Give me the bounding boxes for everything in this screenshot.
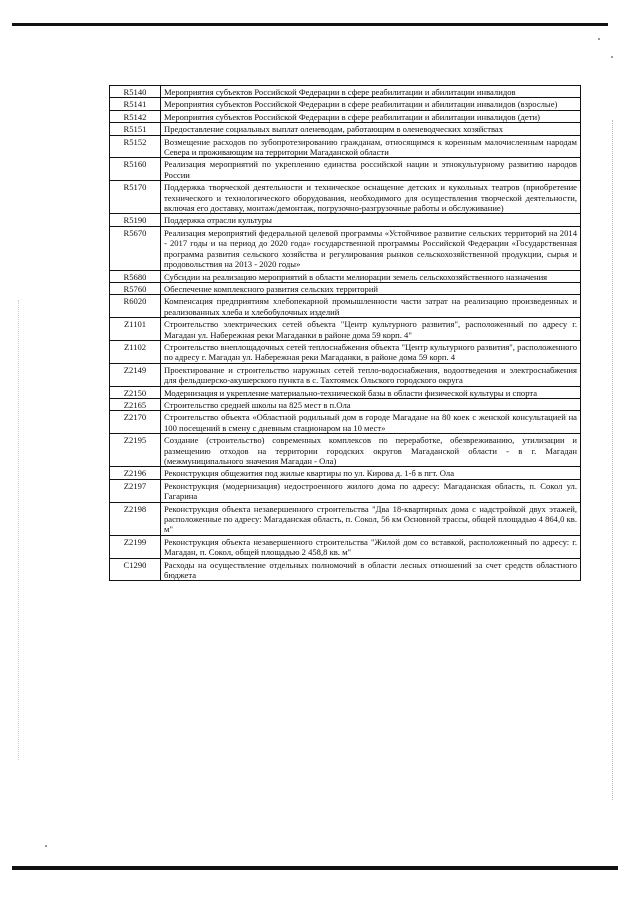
table-row <box>110 434 581 467</box>
table-row <box>110 398 581 410</box>
row-code: R5680 <box>110 270 161 282</box>
row-code: Z2195 <box>110 434 161 467</box>
row-code: Z2165 <box>110 398 161 410</box>
scan-speck <box>611 56 613 58</box>
table-row <box>110 318 581 341</box>
table-row <box>110 411 581 434</box>
table-body <box>110 86 581 581</box>
table-row <box>110 181 581 214</box>
table-row <box>110 158 581 181</box>
row-description: Создание (строительство) современных комплексов по переработке, обезвреживанию, утилизации и размещению отходов на территории городских округов Магаданской области - в г. Магадан (межмуниципального значения Магадан - Ола) <box>161 434 581 467</box>
row-code: Z2149 <box>110 363 161 386</box>
table-row <box>110 123 581 135</box>
row-description: Субсидии на реализацию мероприятий в области мелиорации земель сельскохозяйственного назначения <box>161 270 581 282</box>
row-description: Строительство электрических сетей объекта "Центр культурного развития", расположенный по адресу г. Магадан ул. Набережная реки Магаданки в районе дома 59 корп. 4" <box>161 318 581 341</box>
row-code: R5151 <box>110 123 161 135</box>
table-row <box>110 479 581 502</box>
row-description: Мероприятия субъектов Российской Федерации в сфере реабилитации и абилитации инвалидов (взрослые) <box>161 98 581 110</box>
scan-speck <box>45 845 47 847</box>
row-description: Поддержка творческой деятельности и техническое оснащение детских и кукольных театров (приобретение технического и технологического оборудования, необходимого для осуществления творческой деятельности, включая его доставку, монтаж/демонтаж, погрузочно-разгрузочные работы и обслуживание) <box>161 181 581 214</box>
row-description: Мероприятия субъектов Российской Федерации в сфере реабилитации и абилитации инвалидов (дети) <box>161 110 581 122</box>
row-code: Z2198 <box>110 502 161 535</box>
row-description: Предоставление социальных выплат оленеводам, работающим в оленеводческих хозяйствах <box>161 123 581 135</box>
row-description: Реконструкция объекта незавершенного строительства "Жилой дом со вставкой, расположенный по адресу: г. Магадан, п. Сокол, общей площадью 2 458,8 кв. м" <box>161 535 581 558</box>
row-code: R5760 <box>110 282 161 294</box>
row-code: Z2170 <box>110 411 161 434</box>
table-row <box>110 214 581 226</box>
row-description: Расходы на осуществление отдельных полномочий в области лесных отношений за счет средств областного бюджета <box>161 558 581 581</box>
row-description: Компенсация предприятиям хлебопекарной промышленности части затрат на реализацию произведенных и реализованных хлеба и хлебобулочных изделий <box>161 295 581 318</box>
table-row <box>110 226 581 270</box>
budget-codes-table <box>109 85 581 581</box>
table-row <box>110 86 581 98</box>
row-description: Обеспечение комплексного развития сельских территорий <box>161 282 581 294</box>
row-code: R5142 <box>110 110 161 122</box>
table-row <box>110 386 581 398</box>
row-description: Возмещение расходов по зубопротезированию гражданам, относящимся к коренным малочисленным народам Севера и проживающим на территории Магаданской области <box>161 135 581 158</box>
table-row <box>110 502 581 535</box>
row-code: R5190 <box>110 214 161 226</box>
row-description: Поддержка отрасли культуры <box>161 214 581 226</box>
table-row <box>110 295 581 318</box>
row-description: Модернизация и укрепление материально-технической базы в области физической культуры и спорта <box>161 386 581 398</box>
row-description: Реконструкция (модернизация) недостроенного жилого дома по адресу: Магаданская область, п. Сокол ул. Гагарина <box>161 479 581 502</box>
row-description: Мероприятия субъектов Российской Федерации в сфере реабилитации и абилитации инвалидов <box>161 86 581 98</box>
row-description: Проектирование и строительство наружных сетей тепло-водоснабжения, водоотведения и электроснабжения для фельдшерско-акушерского пункта в с. Тахтоямск Ольского городского округа <box>161 363 581 386</box>
row-description: Строительство средней школы на 825 мест в п.Ола <box>161 398 581 410</box>
row-description: Реализация мероприятий федеральной целевой программы «Устойчивое развитие сельских территорий на 2014 - 2017 годы и на период до 2020 года» государственной программы Российской Федерации «Государственная программа развития сельского хозяйства и регулирования рынков сельскохозяйственной продукции, сырья и продовольствия на 2013 - 2020 годы» <box>161 226 581 270</box>
row-code: R5160 <box>110 158 161 181</box>
row-code: С1290 <box>110 558 161 581</box>
row-code: Z2150 <box>110 386 161 398</box>
row-code: Z2197 <box>110 479 161 502</box>
scan-artifact-left <box>18 300 21 760</box>
row-code: R6020 <box>110 295 161 318</box>
table-row <box>110 282 581 294</box>
table-row <box>110 558 581 581</box>
table-row <box>110 340 581 363</box>
scan-speck <box>598 38 600 40</box>
table-row <box>110 535 581 558</box>
table-row <box>110 135 581 158</box>
row-description: Строительство объекта «Областной родильный дом в городе Магадане на 80 коек с женской консультацией на 100 посещений в смену с дневным стационаром на 10 мест» <box>161 411 581 434</box>
row-description: Реализация мероприятий по укреплению единства российской нации и этнокультурному развитию народов России <box>161 158 581 181</box>
row-code: R5670 <box>110 226 161 270</box>
row-code: Z2199 <box>110 535 161 558</box>
row-description: Строительство внеплощадочных сетей теплоснабжения объекта "Центр культурного развития", расположенного по адресу г. Магадан ул. Набережная реки Магаданки, в районе дома 59 корп. 4 <box>161 340 581 363</box>
row-code: Z2196 <box>110 467 161 479</box>
table-row <box>110 363 581 386</box>
row-code: R5140 <box>110 86 161 98</box>
row-code: R5152 <box>110 135 161 158</box>
row-description: Реконструкция общежития под жилые квартиры по ул. Кирова д. 1-б в пгт. Ола <box>161 467 581 479</box>
table-row <box>110 98 581 110</box>
row-code: Z1102 <box>110 340 161 363</box>
bottom-rule-line <box>12 866 618 870</box>
table-row <box>110 467 581 479</box>
row-code: R5170 <box>110 181 161 214</box>
row-description: Реконструкция объекта незавершенного строительства "Два 18-квартирных дома с надстройкой двух этажей, расположенные по адресу: Магаданская область, п. Сокол, 56 км Основной трассы, общей площадью 4 864,0 кв. м" <box>161 502 581 535</box>
table-row <box>110 270 581 282</box>
top-rule-line <box>12 23 608 26</box>
row-code: R5141 <box>110 98 161 110</box>
table-row <box>110 110 581 122</box>
row-code: Z1101 <box>110 318 161 341</box>
scan-artifact-right <box>612 120 615 800</box>
